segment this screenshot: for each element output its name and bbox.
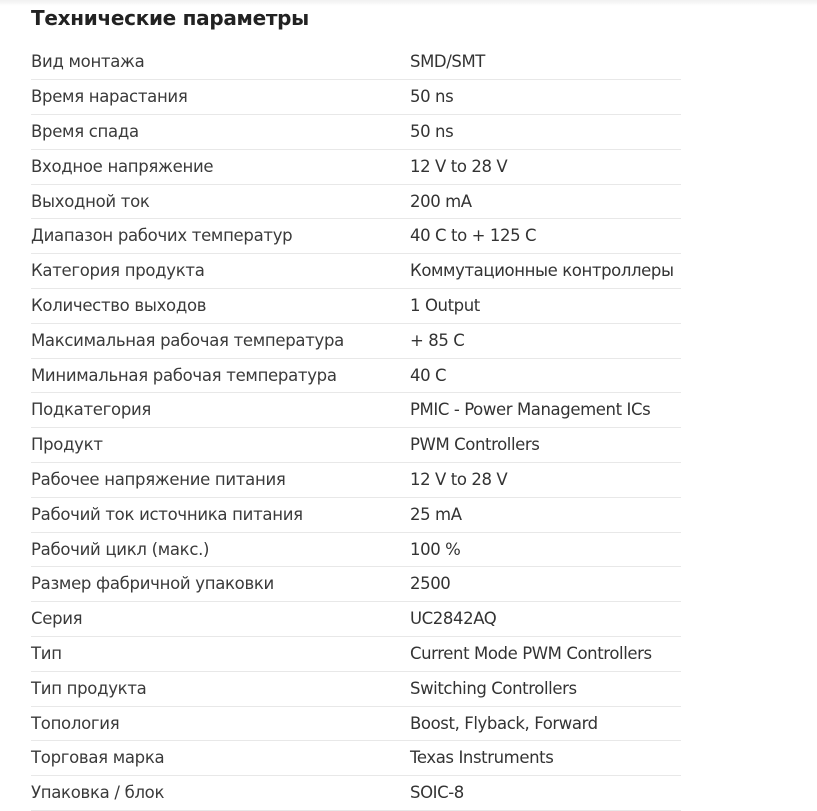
spec-name: Рабочий ток источника питания — [31, 504, 303, 524]
table-row — [31, 567, 681, 602]
spec-name: Вид монтажа — [31, 52, 145, 72]
spec-value: Boost, Flyback, Forward — [410, 713, 598, 733]
spec-value: Texas Instruments — [410, 748, 554, 768]
specs-table — [31, 45, 681, 811]
spec-name: Продукт — [31, 435, 103, 455]
spec-name: Рабочее напряжение питания — [31, 469, 286, 489]
spec-value: 12 V to 28 V — [410, 469, 508, 489]
spec-name: Упаковка / блок — [31, 783, 165, 803]
spec-value: 40 C — [410, 365, 447, 385]
spec-name: Диапазон рабочих температур — [31, 226, 293, 246]
spec-name: Минимальная рабочая температура — [31, 365, 337, 385]
spec-name: Максимальная рабочая температура — [31, 330, 344, 350]
spec-name: Время нарастания — [31, 87, 188, 107]
spec-name: Количество выходов — [31, 295, 207, 315]
spec-value: 12 V to 28 V — [410, 156, 508, 176]
table-row — [31, 149, 681, 184]
table-row — [31, 532, 681, 567]
table-row — [31, 463, 681, 498]
spec-value: + 85 C — [410, 330, 465, 350]
spec-value: 25 mA — [410, 504, 462, 524]
table-row — [31, 602, 681, 637]
spec-value: SOIC-8 — [410, 783, 464, 803]
spec-name: Тип продукта — [31, 678, 147, 698]
spec-value: 1 Output — [410, 295, 480, 315]
spec-value: Switching Controllers — [410, 678, 577, 698]
spec-name: Входное напряжение — [31, 156, 214, 176]
table-row — [31, 706, 681, 741]
table-row — [31, 393, 681, 428]
table-row — [31, 637, 681, 672]
spec-value: SMD/SMT — [410, 52, 485, 72]
spec-name: Тип — [31, 643, 62, 663]
table-row — [31, 184, 681, 219]
table-row — [31, 80, 681, 115]
spec-value: 50 ns — [410, 121, 454, 141]
spec-value: 2500 — [410, 574, 451, 594]
table-row — [31, 497, 681, 532]
table-row — [31, 45, 681, 80]
table-row — [31, 428, 681, 463]
spec-value: Коммутационные контроллеры — [410, 261, 674, 281]
spec-value: Current Mode PWM Controllers — [410, 643, 652, 663]
spec-name: Размер фабричной упаковки — [31, 574, 274, 594]
spec-name: Рабочий цикл (макс.) — [31, 539, 210, 559]
spec-name: Топология — [31, 713, 120, 733]
spec-name: Подкатегория — [31, 400, 152, 420]
spec-value: 200 mA — [410, 191, 472, 211]
spec-value: UC2842AQ — [410, 609, 497, 629]
spec-value: PMIC - Power Management ICs — [410, 400, 651, 420]
spec-name: Серия — [31, 609, 83, 629]
table-row — [31, 323, 681, 358]
spec-value: 100 % — [410, 539, 461, 559]
table-row — [31, 289, 681, 324]
table-row — [31, 219, 681, 254]
spec-value: 50 ns — [410, 87, 454, 107]
table-row — [31, 115, 681, 150]
table-row — [31, 776, 681, 811]
table-row — [31, 254, 681, 289]
specs-table-body — [31, 45, 681, 811]
section-title: Технические параметры — [31, 6, 309, 30]
spec-name: Время спада — [31, 121, 139, 141]
spec-value: PWM Controllers — [410, 435, 540, 455]
spec-name: Торговая марка — [31, 748, 165, 768]
spec-name: Категория продукта — [31, 261, 205, 281]
spec-name: Выходной ток — [31, 191, 150, 211]
table-row — [31, 358, 681, 393]
spec-value: 40 C to + 125 C — [410, 226, 537, 246]
table-row — [31, 741, 681, 776]
table-row — [31, 671, 681, 706]
